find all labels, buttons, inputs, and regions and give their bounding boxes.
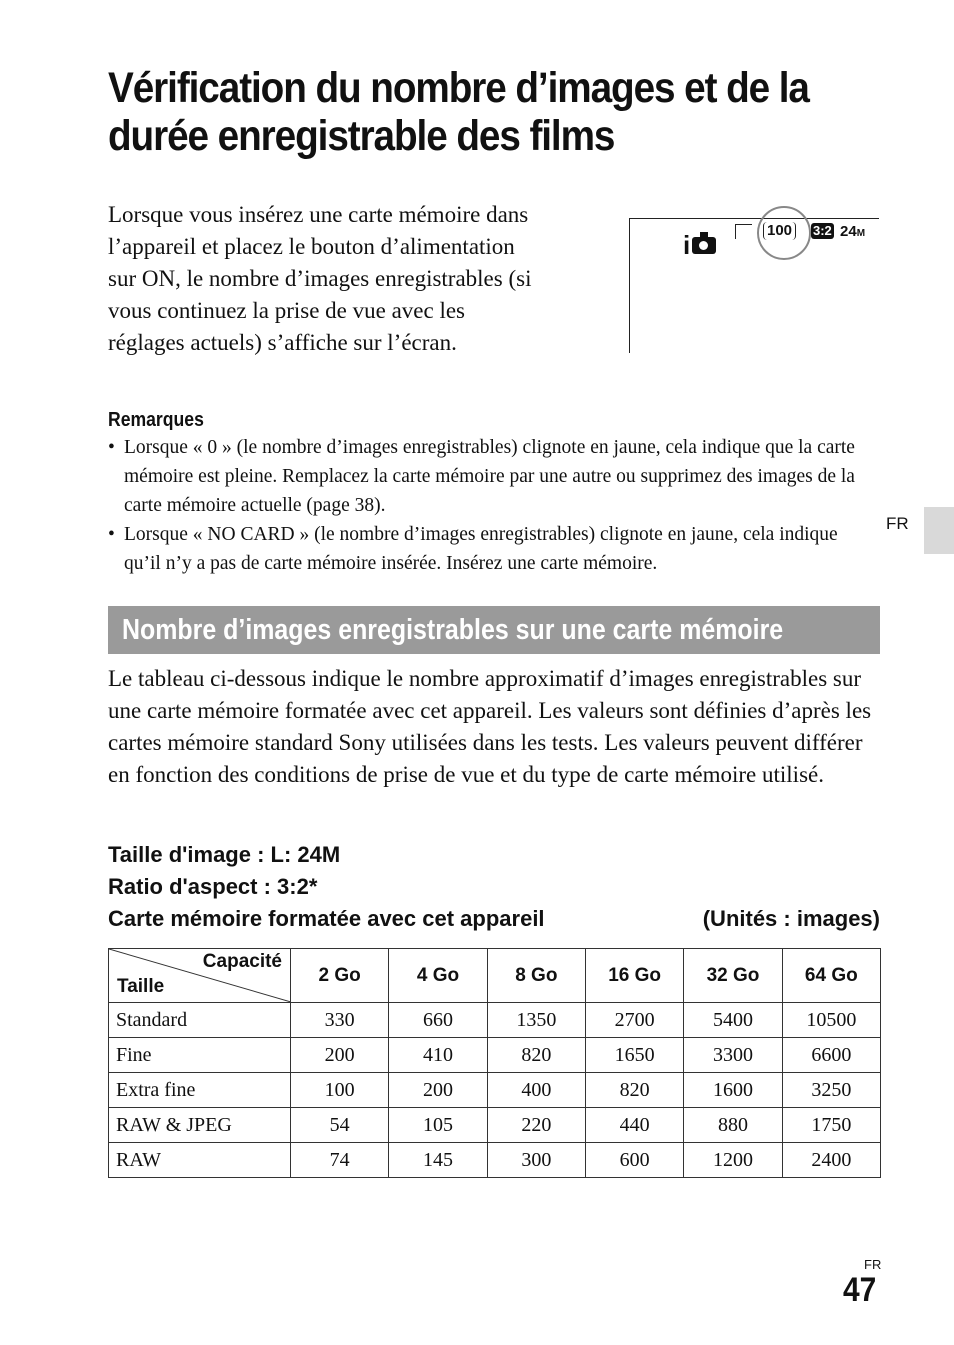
table-cell: 3300 — [684, 1038, 782, 1073]
table-cell: 410 — [389, 1038, 487, 1073]
aspect-ratio-badge: 3:2 — [813, 223, 832, 238]
table-cell: 145 — [389, 1143, 487, 1178]
language-label: FR — [886, 514, 909, 533]
table-cell: 74 — [291, 1143, 389, 1178]
row-label: Standard — [109, 1003, 291, 1038]
table-cell: 1350 — [487, 1003, 585, 1038]
mode-letter: i — [683, 230, 691, 260]
table-cell: 2400 — [782, 1143, 880, 1178]
table-cell: 820 — [585, 1073, 683, 1108]
spec-card-line — [108, 903, 880, 935]
table-row — [109, 1143, 881, 1178]
column-header: 2 Go — [291, 949, 389, 1003]
table-cell: 330 — [291, 1003, 389, 1038]
row-label: RAW — [109, 1143, 291, 1178]
corner-capacity-label: Capacité — [202, 951, 282, 972]
note-item: • Lorsque « 0 » (le nombre d’images enregistrables) clignote en jaune, cela indique que la carte mémoire est pleine. Remplacez la carte mémoire par une autre ou supprimez des images de la carte mémoire actuelle (page 38). — [108, 433, 878, 520]
capacity-table — [108, 948, 881, 1178]
table-header-row — [109, 949, 881, 1003]
table-cell: 1200 — [684, 1143, 782, 1178]
column-header: 4 Go — [389, 949, 487, 1003]
table-cell: 100 — [291, 1073, 389, 1108]
table-cell: 6600 — [782, 1038, 880, 1073]
table-cell: 105 — [389, 1108, 487, 1143]
table-cell: 5400 — [684, 1003, 782, 1038]
image-size-value: 24 — [840, 223, 857, 240]
image-size-suffix: M — [856, 228, 866, 239]
row-label: RAW & JPEG — [109, 1108, 291, 1143]
table-row — [109, 1108, 881, 1143]
table-cell: 200 — [389, 1073, 487, 1108]
column-header: 32 Go — [684, 949, 782, 1003]
lcd-frame-top — [629, 218, 879, 219]
notes-list — [108, 433, 878, 578]
row-label: Fine — [109, 1038, 291, 1073]
table-cell: 440 — [585, 1108, 683, 1143]
language-tab-marker — [924, 507, 954, 554]
table-cell: 1750 — [782, 1108, 880, 1143]
notes-heading: Remarques — [108, 409, 204, 431]
table-cell: 3250 — [782, 1073, 880, 1108]
column-header: 8 Go — [487, 949, 585, 1003]
table-row — [109, 1003, 881, 1038]
table-cell: 54 — [291, 1108, 389, 1143]
camera-icon — [692, 237, 716, 254]
note-item: • Lorsque « NO CARD » (le nombre d’images enregistrables) clignote en jaune, cela indique qu’il n’y a pas de carte mémoire insérée. Insérez une carte mémoire. — [108, 520, 878, 578]
row-label: Extra fine — [109, 1073, 291, 1108]
table-cell: 600 — [585, 1143, 683, 1178]
table-cell: 400 — [487, 1073, 585, 1108]
spec-image-size: Taille d'image : L: 24M — [108, 842, 341, 867]
table-cell: 880 — [684, 1108, 782, 1143]
spec-units: (Unités : images) — [702, 906, 880, 931]
lcd-frame-left — [629, 219, 630, 353]
intro-paragraph: Lorsque vous insérez une carte mémoire dans l’appareil et placez le bouton d’alimentation sur ON, le nombre d’images enregistrables (si vous continuez la prise de vue avec les réglages actuels) s’affiche sur l’écran. — [108, 202, 532, 355]
image-size-indicator — [840, 223, 865, 243]
column-header: 64 Go — [782, 949, 880, 1003]
table-cell: 820 — [487, 1038, 585, 1073]
section-heading: Nombre d’images enregistrables sur une carte mémoire — [122, 614, 784, 646]
table-cell: 10500 — [782, 1003, 880, 1038]
spec-card: Carte mémoire formatée avec cet appareil — [108, 906, 545, 931]
table-cell: 300 — [487, 1143, 585, 1178]
page-title: Vérification du nombre d’images et de la durée enregistrable des films — [108, 64, 809, 160]
spec-aspect-ratio: Ratio d'aspect : 3:2* — [108, 874, 318, 899]
footer-language: FR — [864, 1257, 882, 1272]
image-count: 100 — [763, 222, 796, 240]
table-cell: 1650 — [585, 1038, 683, 1073]
table-cell: 200 — [291, 1038, 389, 1073]
section-banner — [108, 606, 880, 654]
table-row — [109, 1073, 881, 1108]
column-header: 16 Go — [585, 949, 683, 1003]
table-cell: 1600 — [684, 1073, 782, 1108]
memory-card-icon — [735, 224, 752, 239]
table-cell: 2700 — [585, 1003, 683, 1038]
lcd-display-illustration — [629, 216, 881, 354]
table-row — [109, 1038, 881, 1073]
table-cell: 660 — [389, 1003, 487, 1038]
corner-size-label: Taille — [117, 976, 165, 997]
table-corner-cell — [109, 949, 291, 1003]
intelligent-auto-icon — [683, 230, 716, 260]
table-cell: 220 — [487, 1108, 585, 1143]
page-number: 47 — [843, 1271, 877, 1309]
section-paragraph: Le tableau ci-dessous indique le nombre approximatif d’images enregistrables sur une carte mémoire formatée avec cet appareil. Les valeurs sont définies d’après les cartes mémoire standard Sony utilisées dans les tests. Les valeurs peuvent différer en fonction des conditions de prise de vue et du type de carte mémoire utilisé. — [108, 666, 872, 787]
